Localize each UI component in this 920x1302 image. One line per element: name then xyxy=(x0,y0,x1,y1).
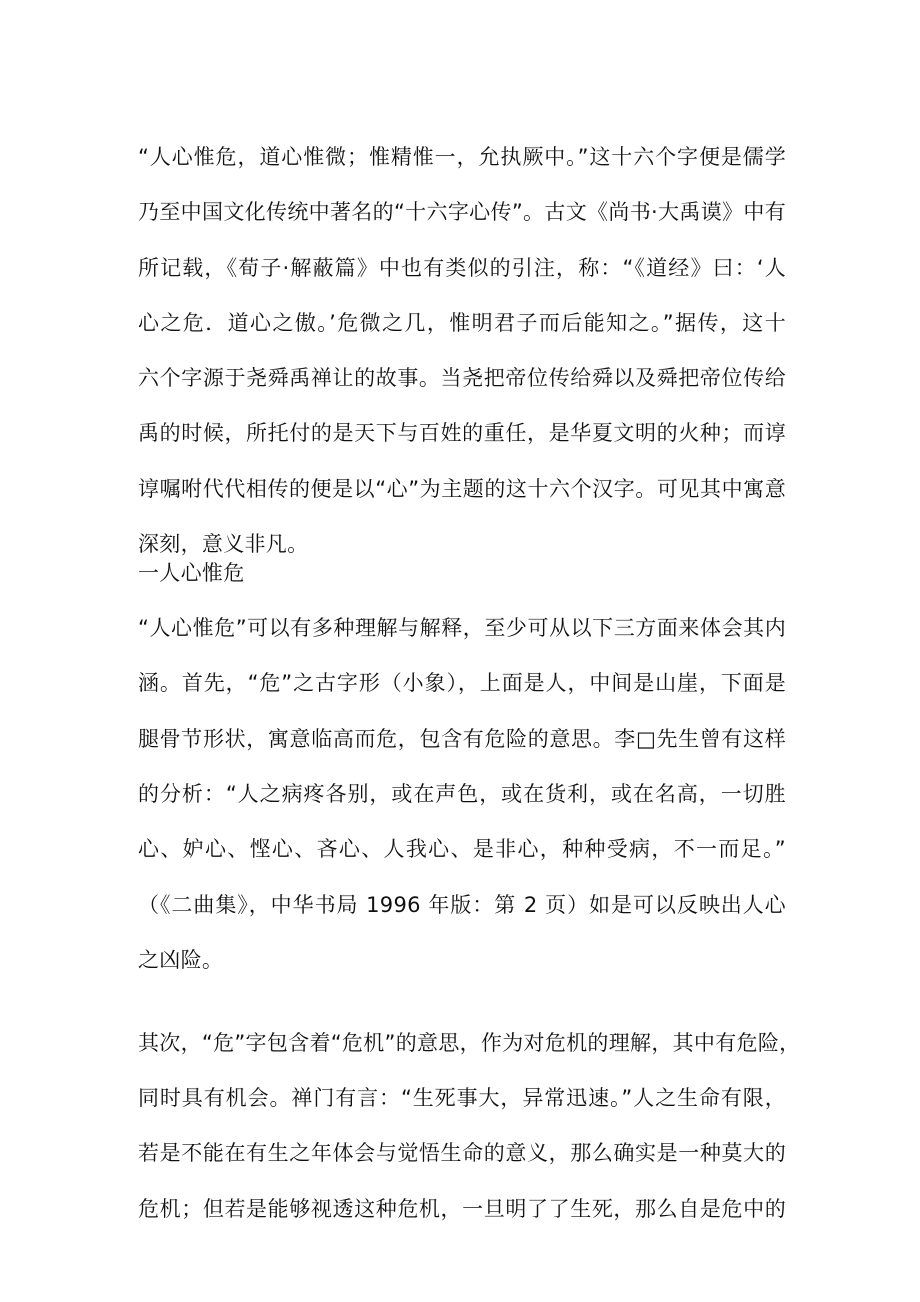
text-line: 乃至中国文化传统中著名的“十六字心传”。古文《尚书·大禹谟》中有 xyxy=(138,200,786,224)
text-line: 禹的时候，所托付的是天下与百姓的重任，是华夏文明的火种；而谆 xyxy=(138,421,786,445)
text-line: 所记载，《荀子·解蔽篇》中也有类似的引注，称：“《道经》曰：‘人 xyxy=(138,256,786,280)
text-line: 心之危．道心之傲。’危微之几，惟明君子而后能知之。”据传，这十 xyxy=(138,311,786,335)
text-line: 之凶险。 xyxy=(138,948,224,972)
text-line: 的分析：“人之病疼各别，或在声色，或在货利，或在名高，一切胜 xyxy=(138,782,786,806)
text-line: 若是不能在有生之年体会与觉悟生命的意义，那么确实是一种莫大的 xyxy=(138,1141,786,1165)
text-line: 谆嘱咐代代相传的便是以“心”为主题的这十六个汉字。可见其中寓意 xyxy=(138,477,786,501)
section-heading: 一人心惟危 xyxy=(138,561,245,585)
text-line: 同时具有机会。禅门有言：“生死事大，异常迅速。”人之生命有限， xyxy=(138,1086,786,1110)
text-line: 其次，“危”字包含着“危机”的意思，作为对危机的理解，其中有危险， xyxy=(138,1031,801,1055)
text-line: 危机；但若是能够视透这种危机，一旦明了了生死，那么自是危中的 xyxy=(138,1197,786,1221)
text-line: 深刻，意义非凡。 xyxy=(138,532,309,556)
text-line: 涵。首先，“危”之古字形（小象），上面是人，中间是山崖，下面是 xyxy=(138,671,786,695)
text-line: （《二曲集》，中华书局 1996 年版：第 2 页）如是可以反映出人心 xyxy=(138,893,786,917)
text-line: 心、妒心、悭心、吝心、人我心、是非心，种种受病，不一而足。” xyxy=(138,837,786,861)
text-line: “人心惟危”可以有多种理解与解释，至少可从以下三方面来体会其内 xyxy=(138,616,786,640)
text-line: 六个字源于尧舜禹禅让的故事。当尧把帝位传给舜以及舜把帝位传给 xyxy=(138,366,786,390)
text-line: 腿骨节形状，寓意临高而危，包含有危险的意思。李□先生曾有这样 xyxy=(138,727,786,751)
text-line: “人心惟危，道心惟微；惟精惟一，允执厥中。”这十六个字便是儒学 xyxy=(138,145,786,169)
